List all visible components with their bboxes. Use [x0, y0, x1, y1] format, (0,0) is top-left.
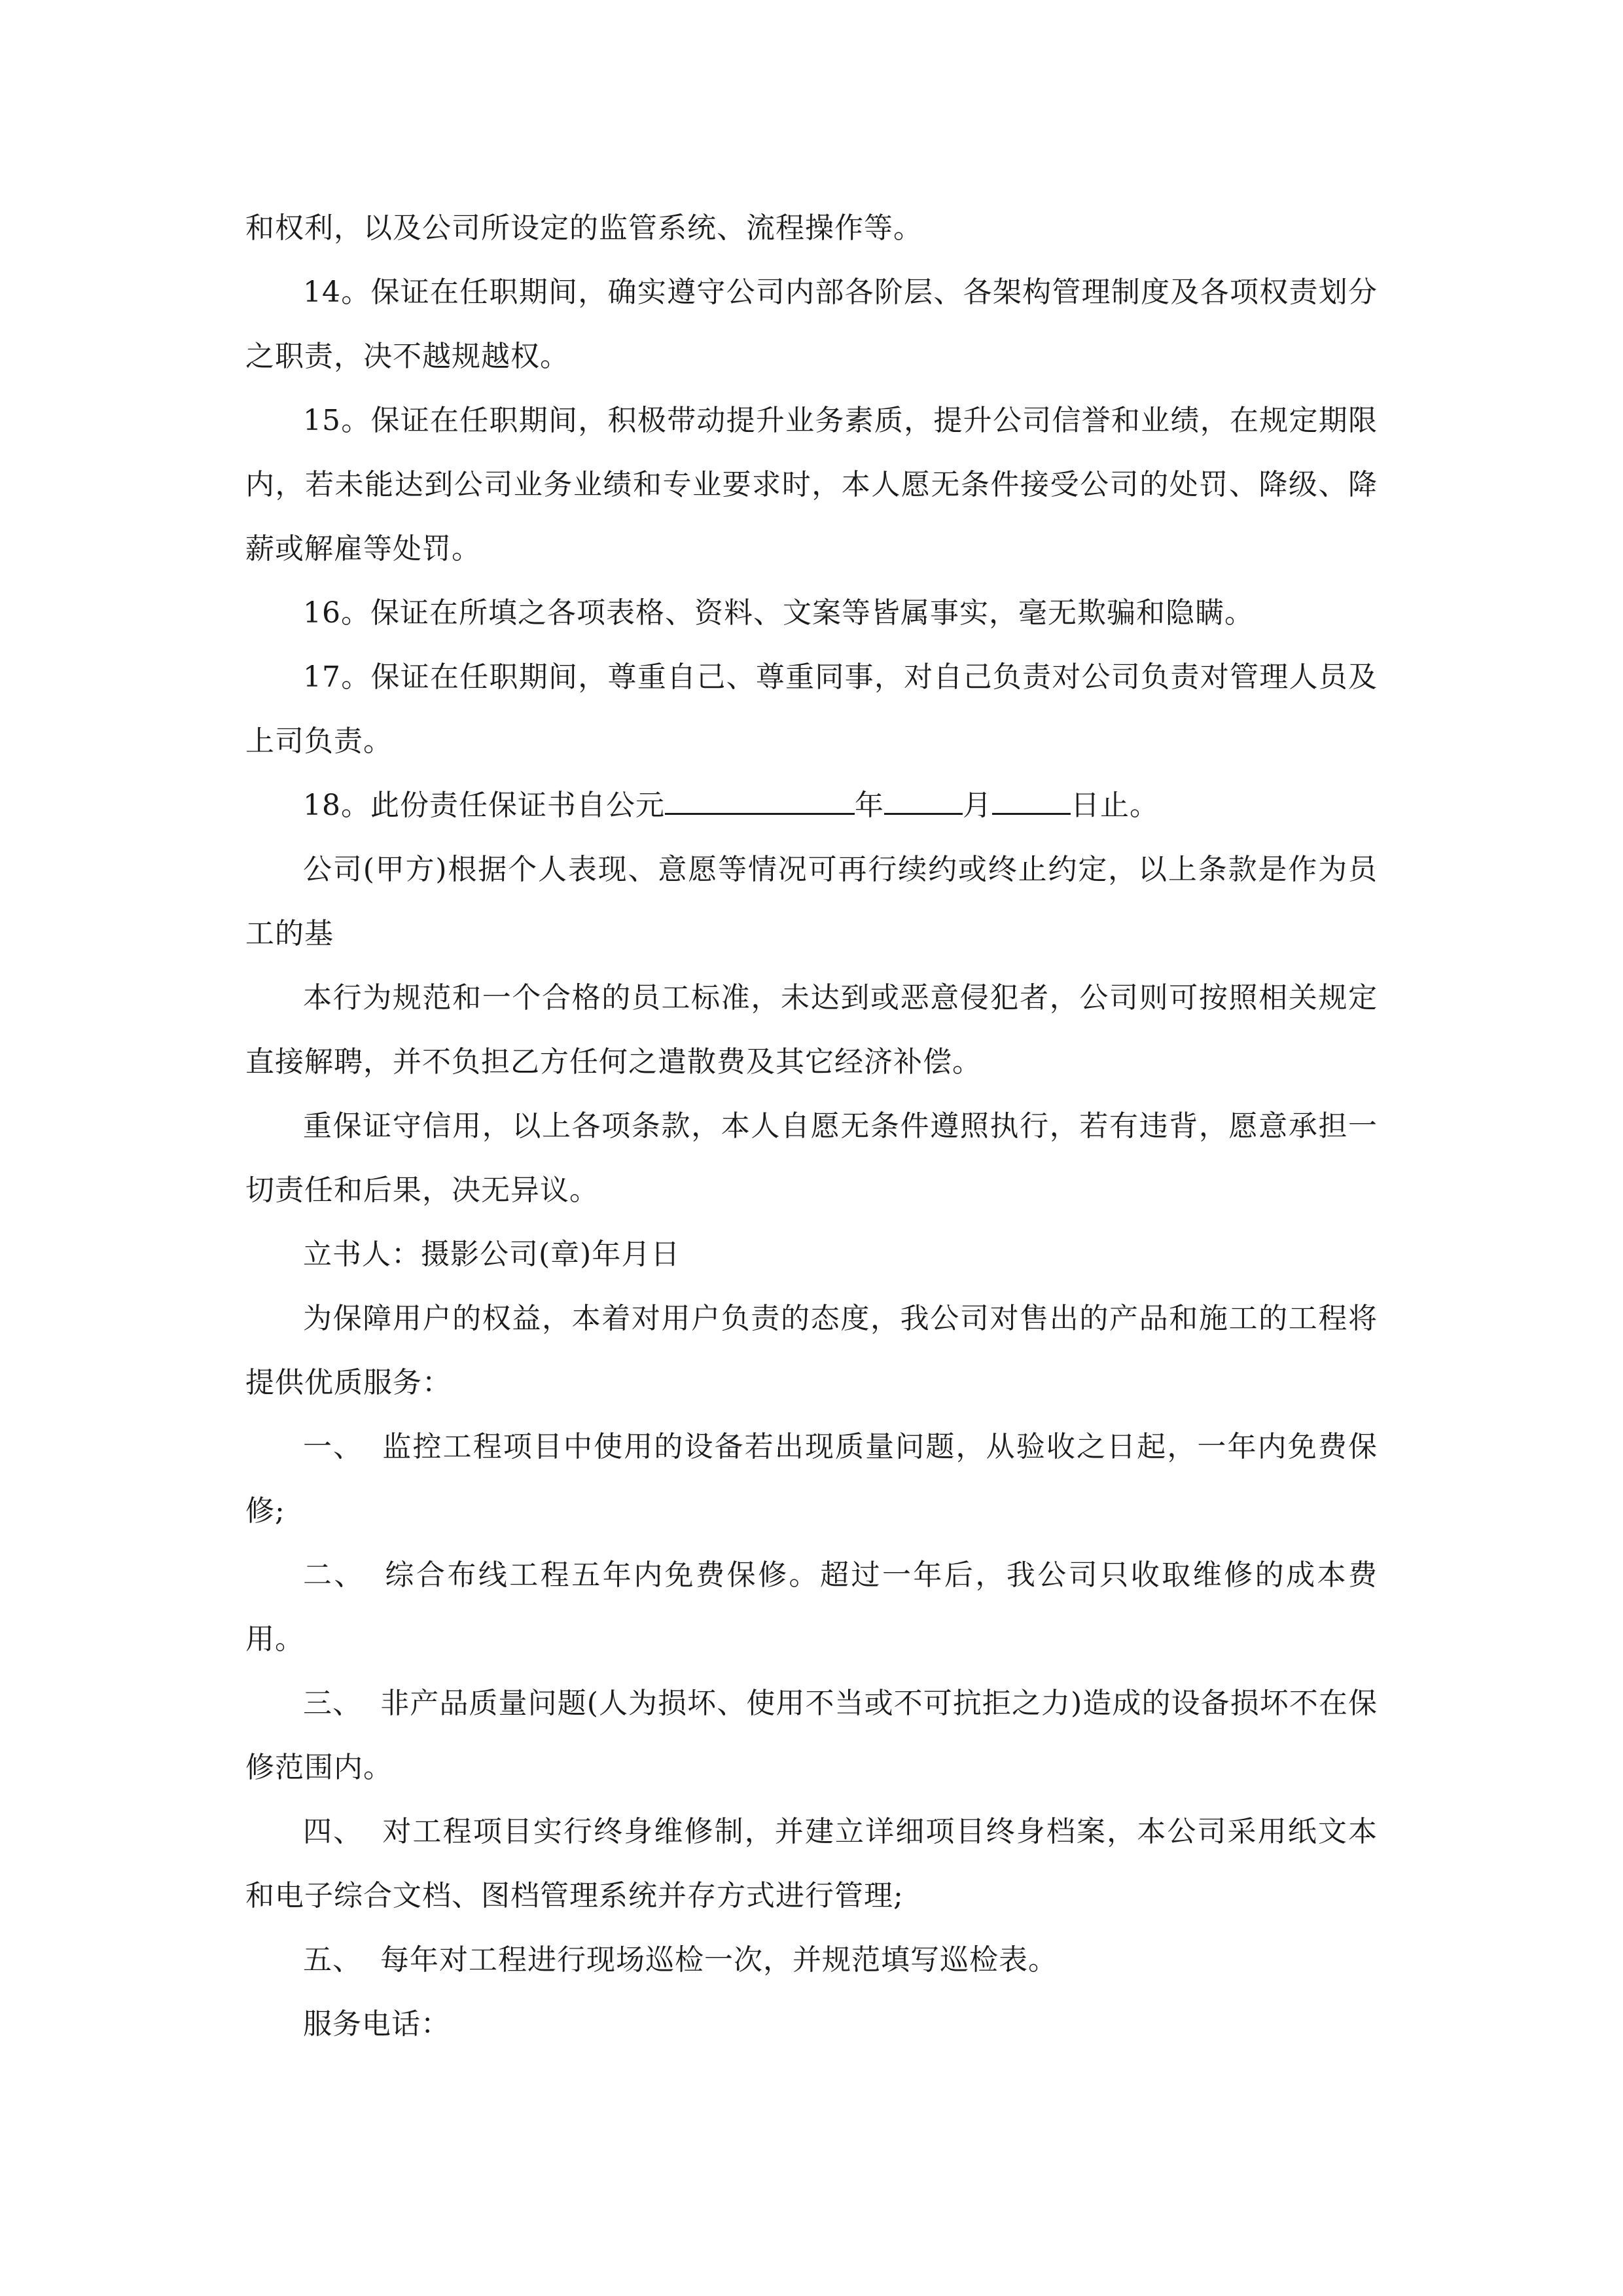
paragraph-item-15: 15。保证在任职期间，积极带动提升业务素质，提升公司信誉和业绩，在规定期限内，若未能达到公司业务业绩和专业要求时，本人愿无条件接受公司的处罚、降级、降薪或解雇等处罚。: [245, 404, 1378, 565]
p18-prefix: 18。此份责任保证书自公元: [303, 789, 665, 822]
service-item-text: 每年对工程进行现场巡检一次，并规范填写巡检表。: [380, 1943, 1058, 1977]
service-phone-label: 服务电话：: [303, 2007, 450, 2041]
service-item-text: 非产品质量问题(人为损坏、使用不当或不可抗拒之力)造成的设备损坏不在保修范围内。: [245, 1687, 1378, 1784]
service-item-3: [245, 1672, 1378, 1800]
paragraph-company-renewal: 公司(甲方)根据个人表现、意愿等情况可再行续约或终止约定，以上条款是作为员工的基: [245, 853, 1378, 950]
service-item-number: 三、: [303, 1687, 363, 1720]
year-blank: [665, 781, 855, 815]
paragraph-service-intro: 为保障用户的权益，本着对用户负责的态度，我公司对售出的产品和施工的工程将提供优质服务：: [245, 1302, 1378, 1399]
p18-year: 年: [855, 789, 884, 822]
document-body: [245, 196, 1378, 2056]
service-item-number: 二、: [303, 1558, 365, 1592]
service-item-number: 一、: [303, 1430, 364, 1463]
paragraph-item-17: 17。保证在任职期间，尊重自己、尊重同事，对自己负责对公司负责对管理人员及上司负责。: [245, 660, 1378, 758]
paragraph-promise: 重保证守信用，以上各项条款，本人自愿无条件遵照执行，若有违背，愿意承担一切责任和后果，决无异议。: [245, 1109, 1378, 1207]
paragraph-item-13-continuation: 和权利，以及公司所设定的监管系统、流程操作等。: [245, 211, 923, 245]
service-item-text: 监控工程项目中使用的设备若出现质量问题，从验收之日起，一年内免费保修;: [245, 1430, 1378, 1528]
paragraph-item-18: [245, 774, 1378, 838]
signature-line: 立书人：摄影公司(章)年月日: [303, 1238, 681, 1271]
month-blank: [884, 781, 963, 815]
p18-suffix: 日止。: [1071, 789, 1159, 822]
service-item-5: [245, 1928, 1378, 1992]
day-blank: [992, 781, 1071, 815]
service-item-4: [245, 1800, 1378, 1928]
paragraph-item-14: 14。保证在任职期间，确实遵守公司内部各阶层、各架构管理制度及各项权责划分之职责，决不越规越权。: [245, 276, 1378, 373]
paragraph-conduct-norm: 本行为规范和一个合格的员工标准，未达到或恶意侵犯者，公司则可按照相关规定直接解聘，并不负担乙方任何之遣散费及其它经济补偿。: [245, 981, 1378, 1079]
service-item-number: 四、: [303, 1815, 364, 1848]
service-item-number: 五、: [303, 1943, 362, 1977]
p18-month: 月: [963, 789, 992, 822]
service-item-1: [245, 1415, 1378, 1543]
service-item-text: 对工程项目实行终身维修制，并建立详细项目终身档案，本公司采用纸文本和电子综合文档、图档管理系统并存方式进行管理;: [245, 1815, 1378, 1912]
service-item-text: 综合布线工程五年内免费保修。超过一年后，我公司只收取维修的成本费用。: [245, 1558, 1378, 1656]
paragraph-item-16: 16。保证在所填之各项表格、资料、文案等皆属事实，毫无欺骗和隐瞒。: [303, 596, 1254, 630]
service-item-2: [245, 1543, 1378, 1672]
